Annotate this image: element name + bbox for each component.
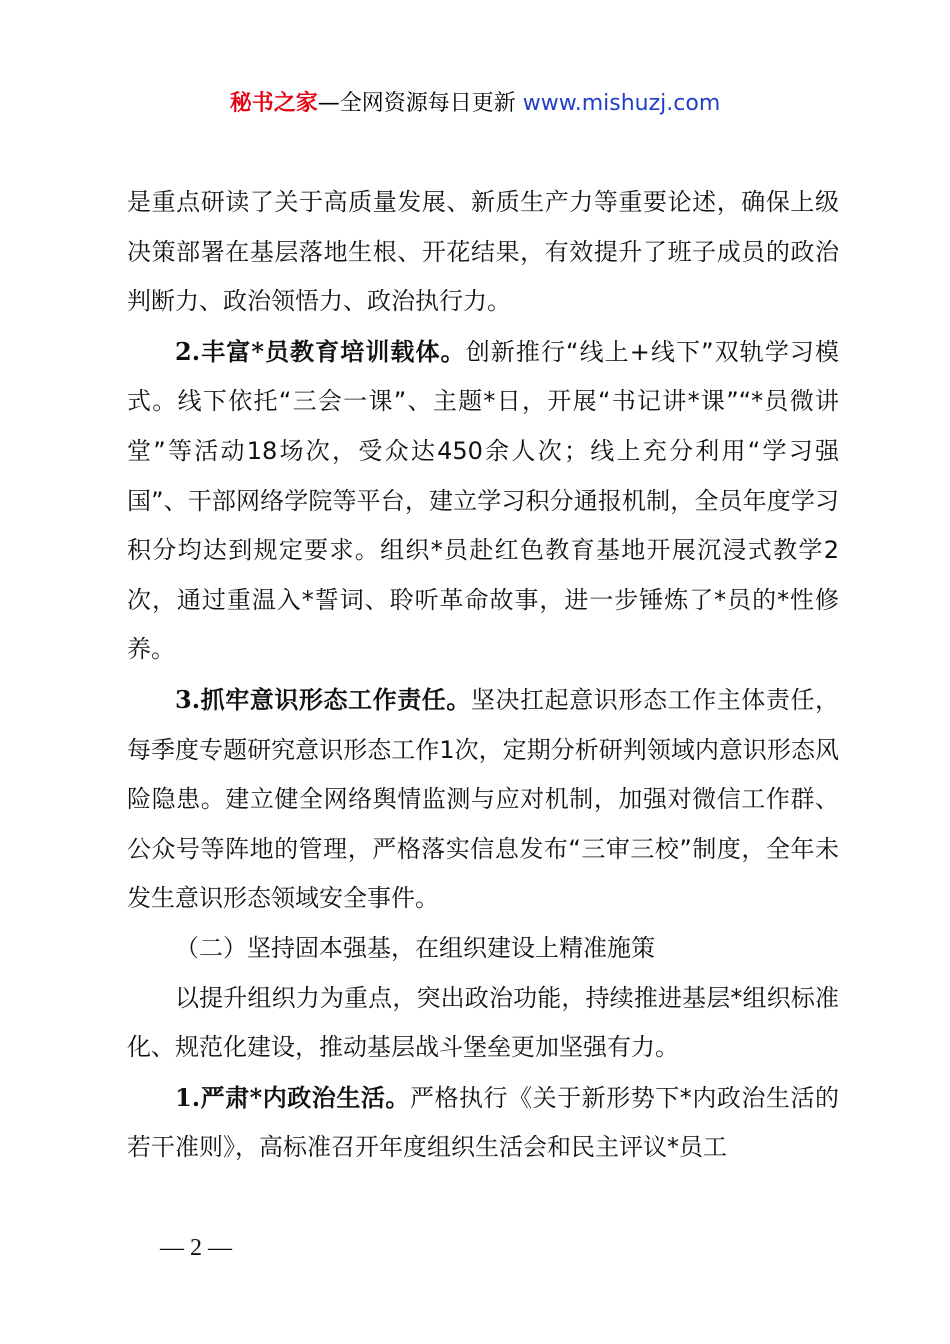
section-heading (127, 924, 839, 974)
paragraph-text: 以提升组织力为重点，突出政治功能，持续推进基层*组织标准化、规范化建设，推动基层战斗堡垒更加坚强有力。 (127, 983, 839, 1062)
site-url: www.mishuzj.com (522, 91, 721, 116)
section-intro (127, 974, 839, 1073)
site-brand: 秘书之家 (229, 91, 318, 116)
paragraph-text: 严格执行《关于新形势下*内政治生活的若干准则》，高标准召开年度组织生活会和民主评议*员工 (127, 1083, 839, 1162)
paragraph-continuation (127, 178, 839, 327)
page-header (0, 86, 950, 122)
document-body (127, 178, 839, 1173)
paragraph-item-3 (127, 675, 839, 924)
paragraph-text: 是重点研读了关于高质量发展、新质生产力等重要论述，确保上级决策部署在基层落地生根、开花结果，有效提升了班子成员的政治判断力、政治领悟力、政治执行力。 (127, 188, 839, 316)
item-heading: 1.严肃*内政治生活。 (175, 1082, 410, 1112)
section-heading-text: （二）坚持固本强基，在组织建设上精准施策 (175, 933, 655, 962)
item-heading: 2.丰富*员教育培训载体。 (175, 336, 466, 366)
paragraph-text: 创新推行“线上+线下”双轨学习模式。线下依托“三会一课”、主题*日，开展“书记讲*课”“*员微讲堂”等活动18场次，受众达450余人次；线上充分利用“学习强国”、干部网络学院等平台，建立学习积分通报机制，全员年度学习积分均达到规定要求。组织*员赴红色教育基地开展沉浸式教学2次，通过重温入*誓词、聆听革命故事，进一步锤炼了*员的*性修养。 (127, 337, 839, 664)
paragraph-text: 坚决扛起意识形态工作主体责任，每季度专题研究意识形态工作1次，定期分析研判领域内意识形态风险隐患。建立健全网络舆情监测与应对机制，加强对微信工作群、公众号等阵地的管理，严格落实信息发布“三审三校”制度，全年未发生意识形态领域安全事件。 (127, 685, 839, 913)
paragraph-item-1 (127, 1073, 839, 1173)
paragraph-item-2 (127, 327, 839, 675)
site-tagline: —全网资源每日更新 (317, 91, 523, 116)
page-number: — 2 — (160, 1235, 232, 1261)
item-heading: 3.抓牢意识形态工作责任。 (175, 684, 471, 714)
